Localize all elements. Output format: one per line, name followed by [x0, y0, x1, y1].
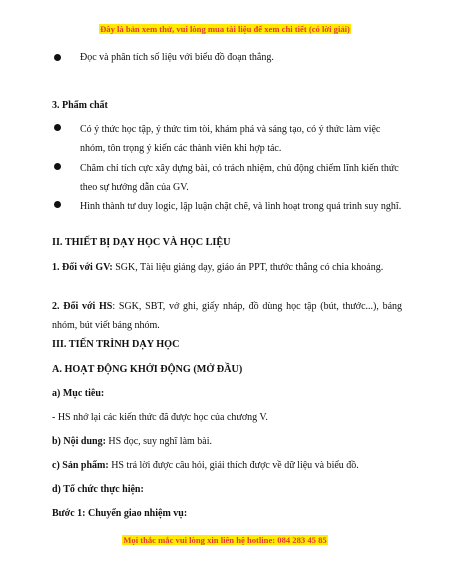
- step1-label: Bước 1: Chuyển giao nhiệm vụ:: [52, 508, 188, 519]
- bullet-dot-icon: [54, 163, 61, 170]
- hs-paragraph: [52, 298, 402, 335]
- section-III-heading: III. TIẾN TRÌNH DẠY HỌC: [52, 339, 180, 350]
- bullet-dot-icon: [54, 201, 61, 208]
- content-text: HS đọc, suy nghĩ làm bài.: [105, 436, 213, 447]
- organization-label: d) Tổ chức thực hiện:: [52, 484, 144, 495]
- list-item-text: Có ý thức học tập, ý thức tìm tòi, khám phá và sáng tạo, có ý thức làm việc nhóm, tôn trọng ý kiến các thành viên khi hợp tác.: [80, 124, 381, 154]
- section-3-title: 3. Phẩm chất: [52, 100, 108, 111]
- gv-label: 1. Đối với GV:: [52, 262, 113, 273]
- product-label: c) Sản phẩm:: [52, 460, 109, 471]
- content-paragraph: [52, 434, 402, 449]
- gv-text: SGK, Tài liệu giảng dạy, giáo án PPT, thước thẳng có chia khoảng.: [112, 262, 384, 273]
- activity-a-heading: A. HOẠT ĐỘNG KHỞI ĐỘNG (MỞ ĐẦU): [52, 364, 243, 375]
- list-item: [52, 197, 402, 216]
- hs-text: : SGK, SBT, vở ghi, giấy nháp, đồ dùng học tập (bút, thước...), bảng nhóm, bút viết bảng nhóm.: [52, 301, 403, 331]
- bullet-dot-icon: [54, 124, 61, 131]
- section-II-heading: II. THIẾT BỊ DẠY HỌC VÀ HỌC LIỆU: [52, 237, 231, 248]
- header-notice-text: Đây là bản xem thử, vui lòng mua tài liệu để xem chi tiết (có lời giải): [100, 24, 350, 34]
- goal-text: - HS nhớ lại các kiến thức đã được học của chương V.: [52, 412, 268, 423]
- footer-notice-text: Mọi thắc mắc vui lòng xin liên hệ hotline: 084 283 45 85: [123, 535, 327, 545]
- bullet-dot-icon: [54, 54, 61, 61]
- list-item: [52, 159, 402, 197]
- gv-paragraph: [52, 259, 402, 278]
- hs-label: 2. Đối với HS: [52, 301, 113, 312]
- footer-notice-banner: [0, 535, 450, 545]
- content-label: b) Nội dung:: [52, 436, 106, 447]
- list-item: [52, 50, 402, 65]
- product-paragraph: [52, 458, 402, 473]
- list-item-text: Chăm chỉ tích cực xây dựng bài, có trách nhiệm, chủ động chiếm lĩnh kiến thức theo sự hướng dẫn của GV.: [80, 163, 399, 193]
- list-item-text: Hình thành tư duy logic, lập luận chặt chẽ, và linh hoạt trong quá trình suy nghĩ.: [80, 201, 402, 212]
- goal-label: a) Mục tiêu:: [52, 388, 105, 399]
- header-notice-banner: [0, 24, 450, 34]
- list-item: [52, 120, 402, 158]
- product-text: HS trả lời được câu hỏi, giải thích được về dữ liệu và biểu đồ.: [108, 460, 359, 471]
- list-item-text: Đọc và phân tích số liệu với biểu đồ đoạn thẳng.: [80, 52, 274, 63]
